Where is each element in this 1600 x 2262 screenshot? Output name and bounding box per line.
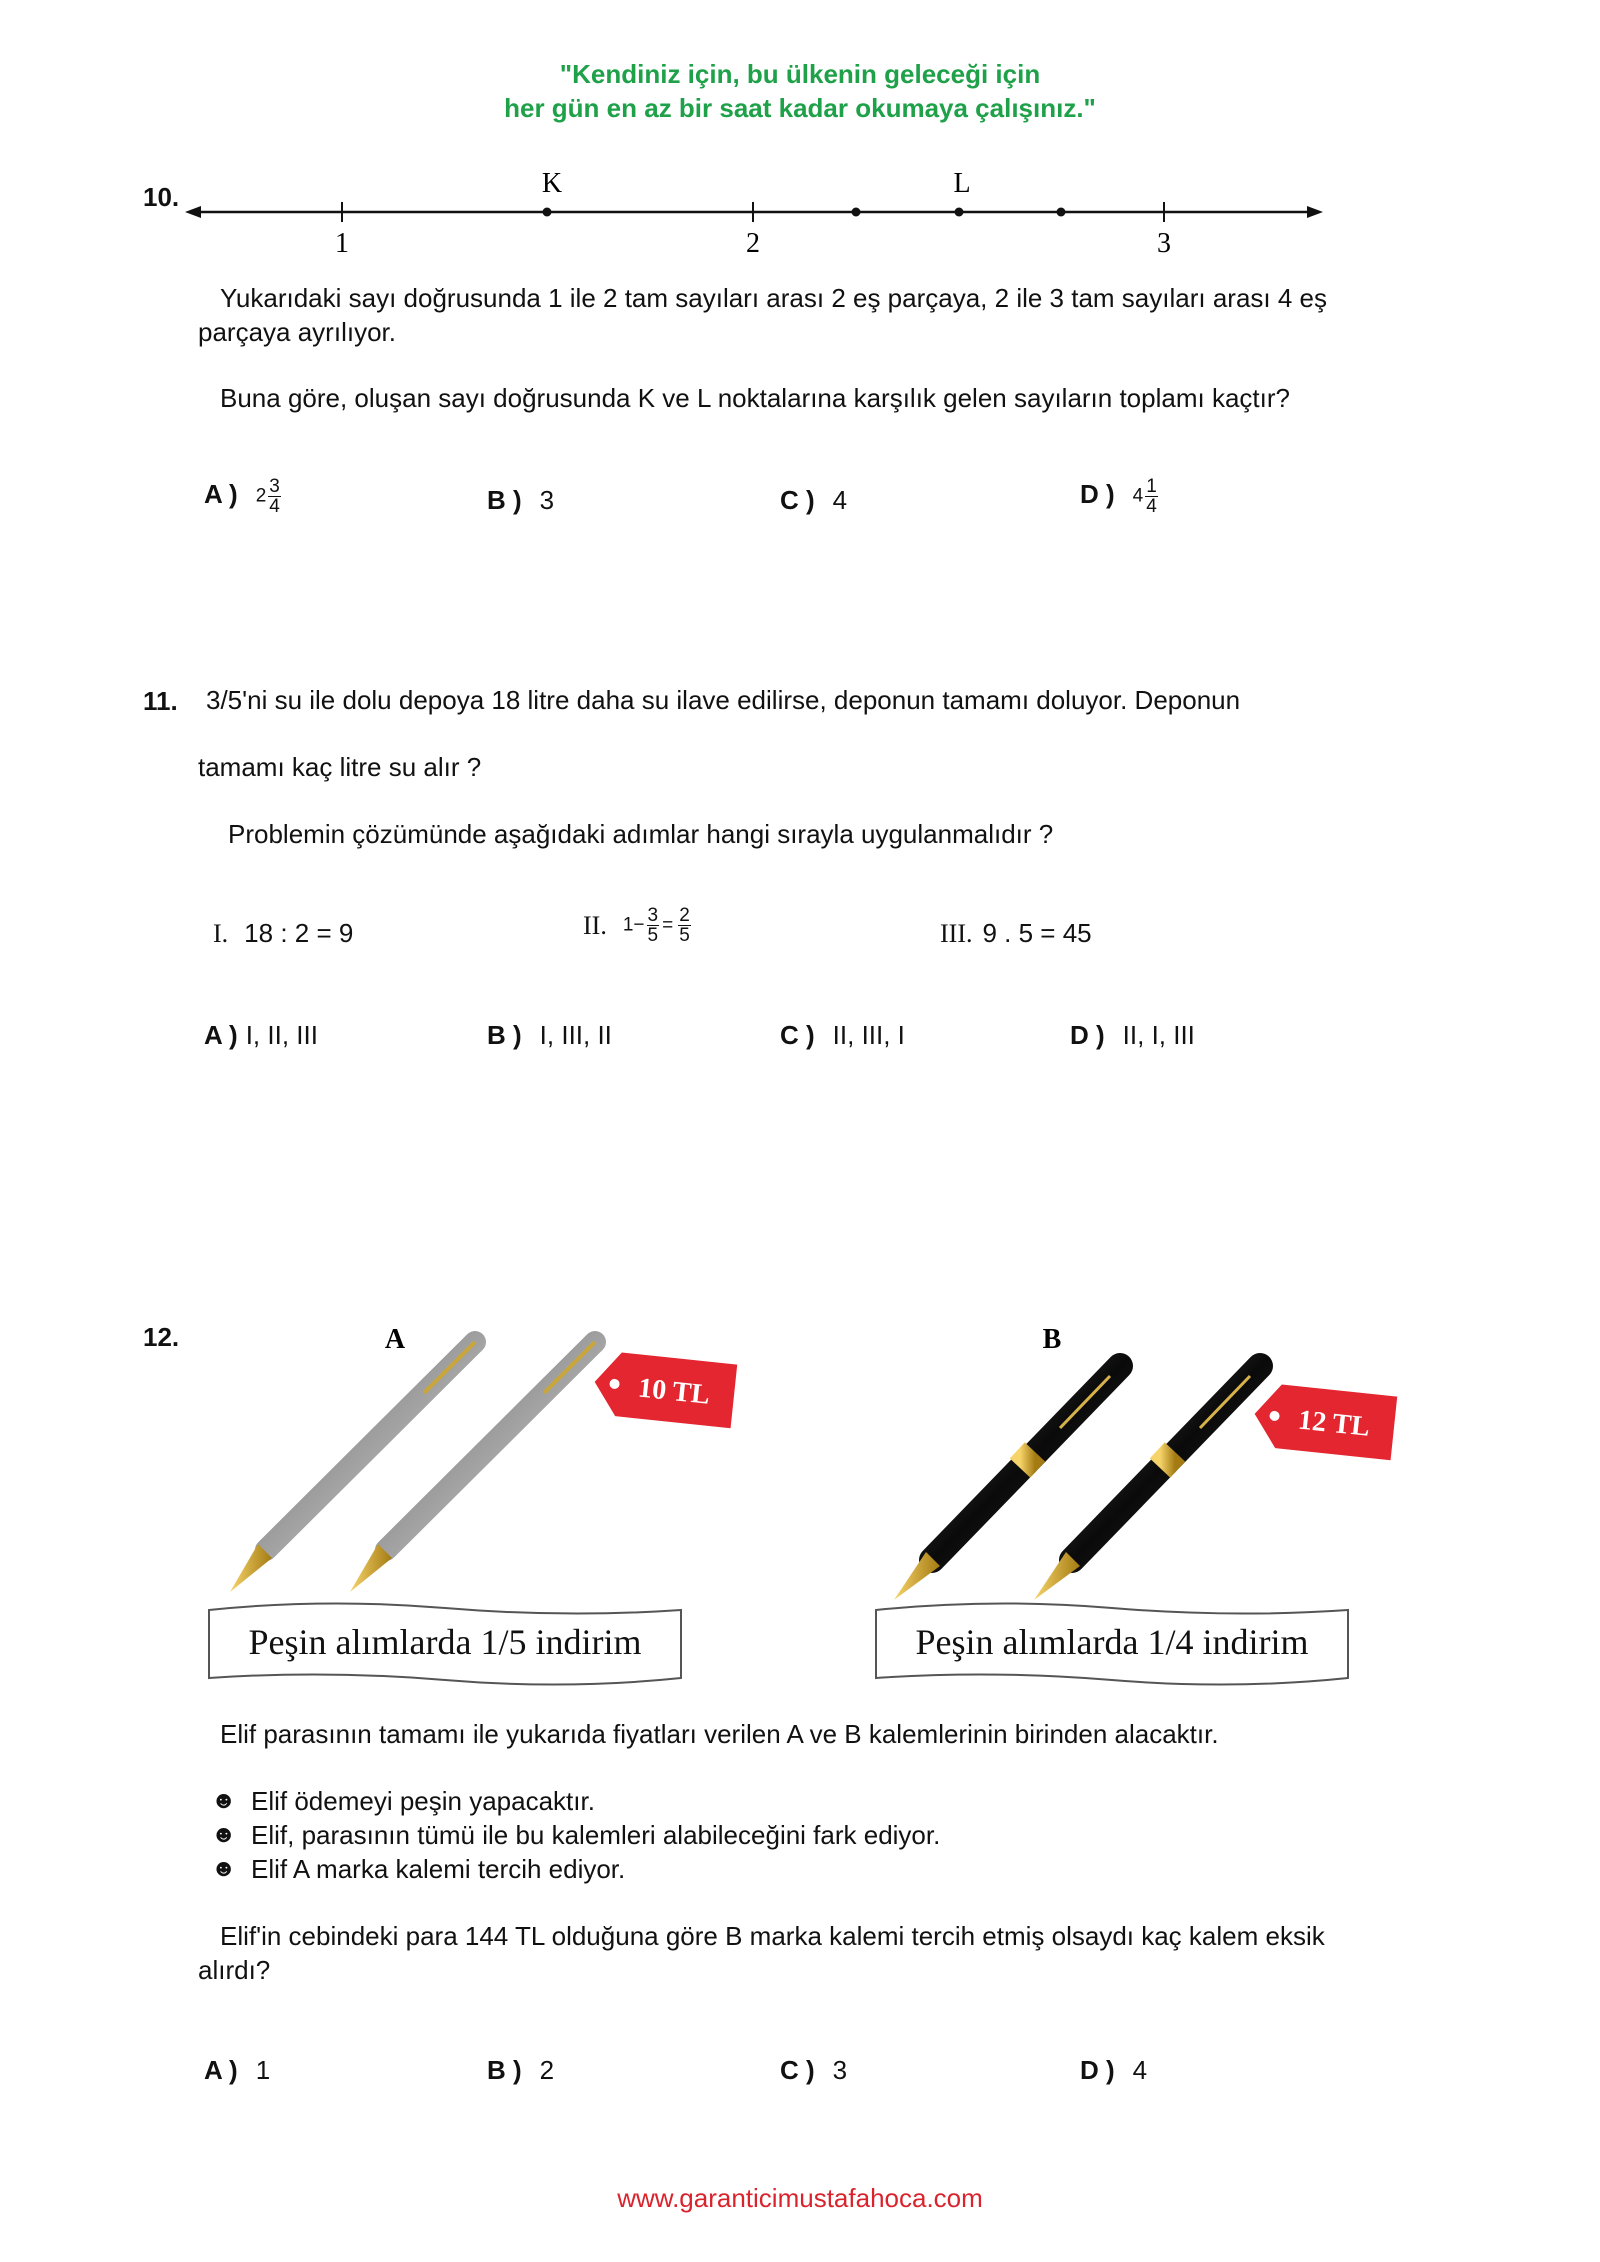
q11-option-c[interactable] bbox=[780, 1020, 905, 1051]
condition-item: ☻ Elif A marka kalemi tercih ediyor. bbox=[211, 1854, 626, 1884]
option-value: 2 bbox=[539, 2055, 555, 2085]
question-10-prompt: Buna göre, oluşan sayı doğrusunda K ve L noktalarına karşılık gelen sayıların toplamı kaçtır? bbox=[220, 383, 1290, 413]
question-11-text-line-1: 3/5'ni su ile dolu depoya 18 litre daha su ilave edilirse, deponun tamamı doluyor. Deponun bbox=[206, 685, 1241, 715]
mixed-whole: 4 bbox=[1132, 485, 1144, 507]
footer-website-link[interactable]: www.garanticimustafahoca.com bbox=[617, 2183, 983, 2213]
q12-option-d[interactable] bbox=[1080, 2055, 1147, 2086]
option-letter: A ) bbox=[204, 2055, 238, 2085]
option-value: I, III, II bbox=[539, 1020, 612, 1050]
mixed-whole: 2 bbox=[255, 485, 267, 507]
step-ii: II. 1− $\frac{3}{5}$ = $\frac{2}{5}$ bbox=[583, 905, 690, 946]
q11-option-a[interactable] bbox=[204, 1020, 318, 1051]
question-10-text-line-2: parçaya ayrılıyor. bbox=[198, 317, 396, 347]
option-letter: C ) bbox=[780, 1020, 815, 1050]
q10-option-b[interactable] bbox=[487, 485, 554, 516]
division-point-2-25 bbox=[852, 208, 861, 217]
price-tag-a-text: 10 TL bbox=[636, 1372, 712, 1411]
option-letter: D ) bbox=[1080, 479, 1115, 510]
option-letter: C ) bbox=[780, 2055, 815, 2085]
question-10-text-line-1: Yukarıdaki sayı doğrusunda 1 ile 2 tam sayıları arası 2 eş parçaya, 2 ile 3 tam sayıları arası 4 eş bbox=[220, 283, 1327, 313]
pen-a-label: A bbox=[384, 1324, 406, 1355]
q12-option-b[interactable] bbox=[487, 2055, 554, 2086]
q12-option-a[interactable] bbox=[204, 2055, 270, 2086]
pen-b-1 bbox=[894, 1366, 1120, 1600]
option-value: 3 bbox=[539, 485, 555, 515]
pen-b-label: B bbox=[1042, 1324, 1062, 1355]
option-letter: B ) bbox=[487, 2055, 522, 2085]
pen-a-1 bbox=[230, 1342, 475, 1592]
point-label-k: K bbox=[541, 168, 563, 199]
option-letter: A ) bbox=[204, 1020, 238, 1050]
option-letter: A ) bbox=[204, 479, 238, 510]
smiley-face-icon: ☻ bbox=[211, 1787, 237, 1814]
option-letter: D ) bbox=[1080, 2055, 1115, 2085]
discount-banner-a-text: Peşin alımlarda 1/5 indirim bbox=[248, 1622, 642, 1662]
discount-banner-b bbox=[872, 1598, 1352, 1690]
question-11-number: 11. bbox=[143, 686, 178, 716]
option-value: II, III, I bbox=[832, 1020, 905, 1050]
q11-option-b[interactable] bbox=[487, 1020, 612, 1051]
discount-banner-b-text: Peşin alımlarda 1/4 indirim bbox=[915, 1622, 1309, 1662]
motivational-quote-line-2: her gün en az bir saat kadar okumaya çalışınız." bbox=[504, 93, 1096, 123]
q10-option-a[interactable] bbox=[204, 477, 281, 516]
fraction: $\frac{3}{4}$ bbox=[269, 476, 280, 517]
option-value: 4 bbox=[832, 485, 848, 515]
option-letter: D ) bbox=[1070, 1020, 1105, 1050]
point-l bbox=[955, 208, 964, 217]
question-12-prompt-line-1: Elif'in cebindeki para 144 TL olduğuna göre B marka kalemi tercih etmiş olsaydı kaç kalem eksik bbox=[220, 1921, 1325, 1951]
q11-option-d[interactable] bbox=[1070, 1020, 1195, 1051]
condition-list bbox=[211, 1784, 940, 1886]
q10-option-d[interactable] bbox=[1080, 477, 1158, 516]
question-11-prompt: Problemin çözümünde aşağıdaki adımlar hangi sırayla uygulanmalıdır ? bbox=[228, 819, 1054, 849]
price-tag-a bbox=[591, 1350, 737, 1428]
option-value: II, I, III bbox=[1122, 1020, 1195, 1050]
number-line bbox=[185, 168, 1325, 258]
option-letter: B ) bbox=[487, 485, 522, 515]
question-12-prompt-line-2: alırdı? bbox=[198, 1955, 271, 1985]
point-k bbox=[543, 208, 552, 217]
option-value: 1 bbox=[255, 2055, 271, 2085]
option-value: 3 bbox=[832, 2055, 848, 2085]
fraction: $\frac{1}{4}$ bbox=[1146, 476, 1157, 517]
pen-a-2 bbox=[350, 1342, 595, 1592]
question-11-text-line-2: tamamı kaç litre su alır ? bbox=[198, 752, 482, 782]
discount-banner-a bbox=[205, 1598, 685, 1690]
tick-label-3: 3 bbox=[1157, 228, 1171, 258]
price-tag-b bbox=[1251, 1382, 1397, 1460]
q10-option-c[interactable] bbox=[780, 485, 847, 516]
q12-option-c[interactable] bbox=[780, 2055, 847, 2086]
step-iii: III. 9 . 5 = 45 bbox=[940, 918, 1092, 948]
condition-item: ☻ Elif ödemeyi peşin yapacaktır. bbox=[211, 1786, 595, 1816]
tick-label-1: 1 bbox=[335, 228, 349, 258]
division-point-2-75 bbox=[1057, 208, 1066, 217]
price-tag-b-text: 12 TL bbox=[1296, 1404, 1372, 1443]
smiley-face-icon: ☻ bbox=[211, 1821, 237, 1848]
option-value: 4 bbox=[1132, 2055, 1148, 2085]
number-line-left-arrow bbox=[185, 206, 201, 218]
question-12-text: Elif parasının tamamı ile yukarıda fiyatları verilen A ve B kalemlerinin birinden alacaktır. bbox=[220, 1719, 1219, 1749]
step-i: I. 18 : 2 = 9 bbox=[213, 918, 354, 948]
smiley-face-icon: ☻ bbox=[211, 1855, 237, 1882]
option-letter: B ) bbox=[487, 1020, 522, 1050]
point-label-l: L bbox=[953, 168, 971, 199]
question-12-number: 12. bbox=[143, 1322, 180, 1352]
condition-item: ☻ Elif, parasının tümü ile bu kalemleri alabileceğini fark ediyor. bbox=[211, 1820, 941, 1850]
tick-label-2: 2 bbox=[746, 228, 760, 258]
question-10-number: 10. bbox=[143, 182, 180, 212]
motivational-quote-line-1: "Kendiniz için, bu ülkenin geleceği için bbox=[559, 59, 1041, 89]
number-line-right-arrow bbox=[1307, 206, 1323, 218]
option-letter: C ) bbox=[780, 485, 815, 515]
option-value: I, II, III bbox=[245, 1020, 318, 1050]
